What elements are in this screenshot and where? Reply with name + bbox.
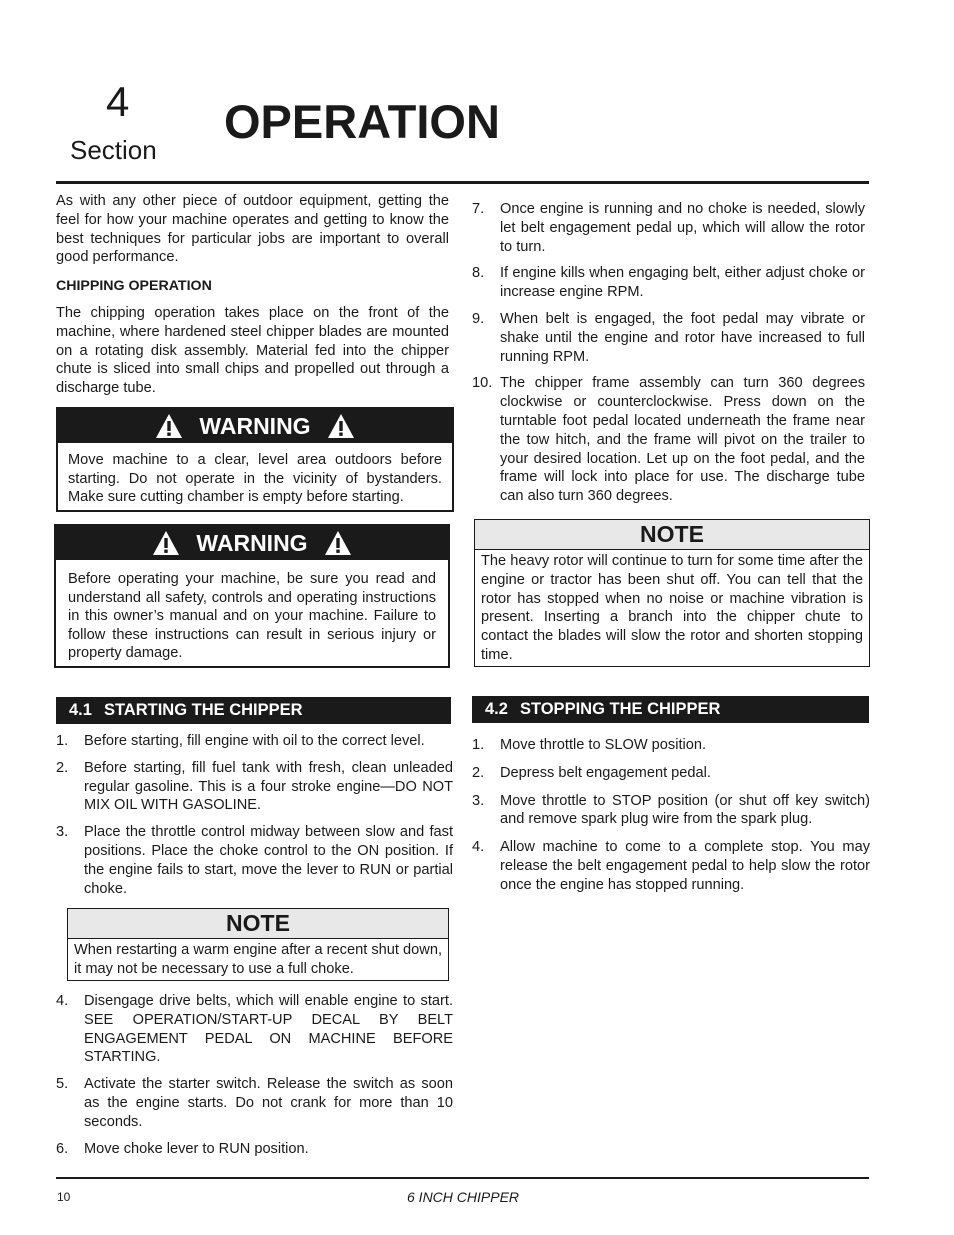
starting-steps-list-c [472,200,865,514]
warning-label: WARNING [199,412,311,439]
stopping-steps-list [472,736,870,903]
warning-header [56,526,448,560]
note-label: NOTE [68,909,448,939]
left-column-intro [56,192,449,408]
note-text: When restarting a warm engine after a recent shut down, it may not be necessary to use a full choke. [74,942,442,977]
section-4-1-title: STARTING THE CHIPPER [103,701,303,719]
note-text: The heavy rotor will continue to turn for some time after the engine or tractor has been shut off. You can tell that the rotor has stopped when no noise or machine vibration is present. Inserting a branch into the chipper chute to contact the blades will slow the rotor and shorten stopping time. [481,553,863,663]
footer-rule [56,1177,869,1179]
list-item: 1. Move throttle to SLOW position. [472,737,707,753]
list-item: 4. Disengage drive belts, which will enable engine to start. SEE OPERATION/START-UP DECAL BY BELT ENGAGEMENT PEDAL ON MACHINE BEFORE STARTING. [56,993,453,1066]
section-4-1-number: 4.1 [69,701,92,719]
section-number: 4 [106,78,130,125]
warning-label: WARNING [196,529,308,556]
list-item: 4. Allow machine to come to a complete stop. You may release the belt engagement pedal to help slow the rotor once the engine has stopped running. [472,839,870,893]
section-4-1-header [56,697,451,724]
intro-paragraph: As with any other piece of outdoor equipment, getting the feel for how your machine operates and getting to know the best techniques for particular jobs are important to overall good performance. [56,193,449,266]
page-number: 10 [57,1190,71,1204]
warning-header [58,409,452,443]
starting-steps-list-a [56,732,453,906]
list-item: 3. Move throttle to STOP position (or shut off key switch) and remove spark plug wire from the spark plug. [472,792,870,828]
chipping-paragraph: The chipping operation takes place on the front of the machine, where hardened steel chipper blades are mounted on a rotating disk assembly. Material fed into the chipper chute is sliced into small chips and propelled out through a discharge tube. [56,304,449,397]
warning-triangle-icon [324,530,352,556]
list-item: 6. Move choke lever to RUN position. [56,1140,309,1157]
warning-box-1 [56,407,454,512]
section-4-2-number: 4.2 [485,700,508,718]
warning-triangle-icon [327,413,355,439]
warning-text: Before operating your machine, be sure you read and understand all safety, controls and operating instructions in this owner’s manual and on your machine. Failure to follow these instructions can result in serious injury or property damage. [68,571,436,662]
chipping-heading: CHIPPING OPERATION [56,278,212,295]
starting-steps-list-b [56,992,453,1166]
note-box-rotor [474,519,870,667]
list-item: 2. Before starting, fill fuel tank with fresh, clean unleaded regular gasoline. This is a four stroke engine—DO NOT MIX OIL WITH GASOLINE. [56,759,453,814]
warning-triangle-icon [152,530,180,556]
list-item: 2. Depress belt engagement pedal. [472,764,711,781]
warning-triangle-icon [155,413,183,439]
section-4-2-header [472,696,869,723]
list-item: 8. If engine kills when engaging belt, either adjust choke or increase engine RPM. [472,265,865,301]
list-item: 9. When belt is engaged, the foot pedal may vibrate or shake until the engine and rotor have increased to full running RPM. [472,310,865,365]
list-item: 5. Activate the starter switch. Release the switch as soon as the engine starts. Do not crank for more than 10 seconds. [56,1076,453,1130]
section-label: Section [70,135,157,165]
note-label: NOTE [475,520,869,550]
list-item: 3. Place the throttle control midway between slow and fast positions. Place the choke control to the ON position. If the engine fails to start, move the lever to RUN or partial choke. [56,824,453,897]
header-rule [56,181,869,184]
footer-title: 6 INCH CHIPPER [407,1189,520,1205]
list-item: 10. The chipper frame assembly can turn 360 degrees clockwise or counterclockwise. Press down on the turntable foot pedal located underneath the frame near the tow hitch, and the frame will pivot on the trailer to your desired location. Let up on the foot pedal, and the frame will lock into place for use. The discharge tube can also turn 360 degrees. [472,375,865,505]
list-item: 1. Before starting, fill engine with oil to the correct level. [56,733,425,749]
section-4-2-title: STOPPING THE CHIPPER [519,700,721,718]
page-title: OPERATION [224,95,500,148]
warning-box-2 [54,524,450,668]
note-box-restart [67,908,449,981]
list-item: 7. Once engine is running and no choke is needed, slowly let belt engagement pedal up, which will allow the rotor to turn. [472,201,865,255]
warning-text: Move machine to a clear, level area outdoors before starting. Do not operate in the vicinity of bystanders. Make sure cutting chamber is empty before starting. [68,452,442,506]
